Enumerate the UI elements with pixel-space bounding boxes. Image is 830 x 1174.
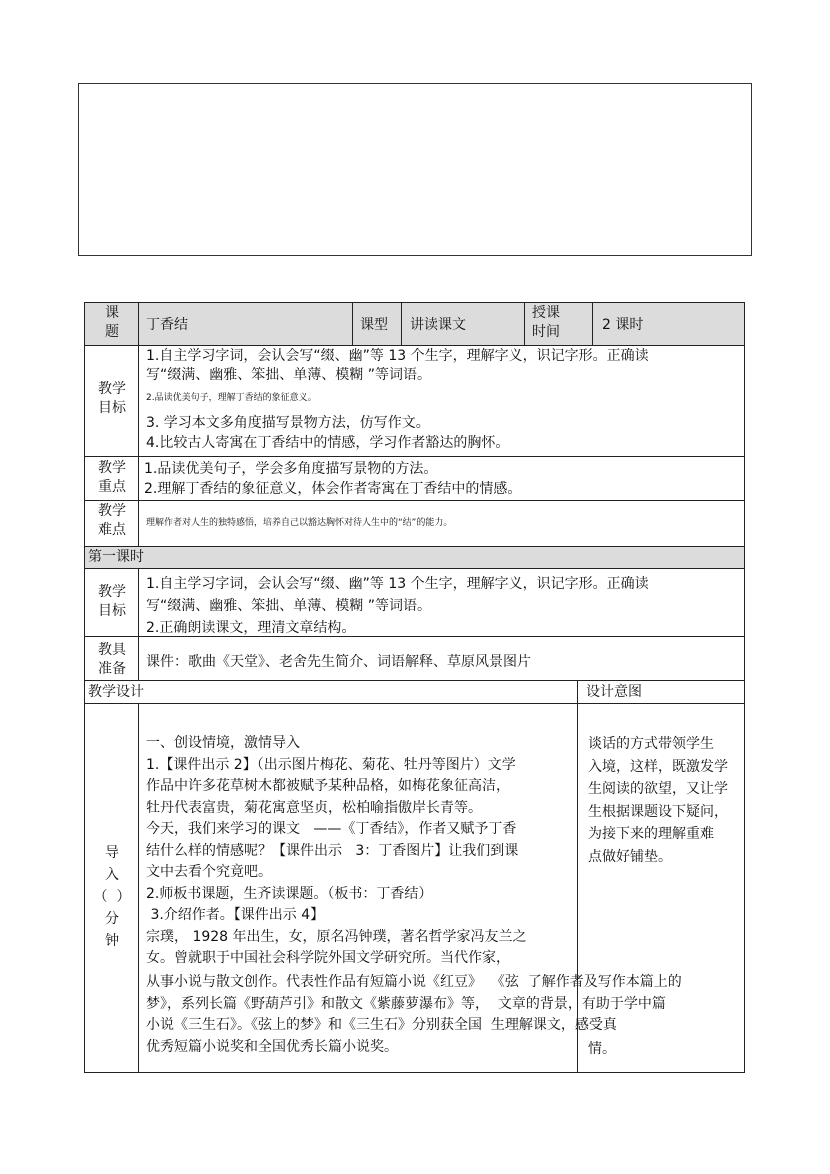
tools-text: 课件：歌曲《天堂》、老舍先生简介、词语解释、草原风景图片 bbox=[146, 654, 531, 670]
subject-value: 丁香结 bbox=[146, 317, 188, 333]
goals-line-5: 4.比较古人寄寓在丁香结中的情感，学习作者豁达的胸怀。 bbox=[146, 435, 510, 451]
design-header-right: 设计意图 bbox=[586, 684, 642, 700]
lesson1-title: 第一课时 bbox=[88, 549, 144, 565]
lesson1-goal-line-1: 1.自主学习字词，会认会写“缀、幽”等 13 个生字，理解字义，识记字形。正确读 bbox=[146, 576, 649, 592]
goals-line-2: 写“缀满、幽雅、笨拙、单薄、模糊 ”等词语。 bbox=[146, 367, 431, 383]
label-type: 课型 bbox=[360, 317, 388, 333]
difficulty-label: 教学 难点 bbox=[98, 503, 126, 538]
lesson1-goal-line-3: 2.正确朗读课文，理清文章结构。 bbox=[146, 620, 356, 636]
key-points-line-2: 2.理解丁香结的象征意义，体会作者寄寓在丁香结中的情感。 bbox=[144, 481, 522, 497]
design-header-left: 教学设计 bbox=[88, 684, 144, 700]
design-body: 一、创设情境，激情导入 1.【课件出示 2】（出示图片梅花、菊花、牡丹等图片）文学 作品中许多花草树木都被赋予某种品格，如梅花象征高洁， 牡丹代表富贵，菊花寓意坚贞，松柏喻指傲岸长青等。 今天，我们来学习的课文 ——《丁香结》，作者又赋予丁香 结什么样的情感呢？【课件出示 3：丁香图片】让我们到课 文中去看个究竟吧。 2.师板书课题，生齐读课题。（板书：丁香结） 3.介绍作者。【课件出示 4】 宗璞， 1928 年出生，女，原名冯钟璞，著名哲学家冯友兰之 女。曾就职于中国社会科学院外国文学研究所。当代作家， bbox=[146, 735, 527, 966]
key-points-line-1: 1.品读优美句子，学会多角度描写景物的方法。 bbox=[144, 461, 438, 477]
design-intent: 谈话的方式带领学生 入境，这样，既激发学 生阅读的欲望，又让学 生根据课题设下疑问， 为接下来的理解重难 点做好铺垫。 bbox=[588, 736, 728, 865]
goals-label: 教学 目标 bbox=[98, 381, 126, 416]
tools-label: 教具 准备 bbox=[98, 642, 126, 677]
design-body-continued: 从事小说与散文创作。代表性作品有短篇小说《红豆》 《弦 了解作者及写作本篇上的 梦》，系列长篇《野葫芦引》和散文《紫藤萝瀑布》等， 文章的背景，有助于学中篇 小说《三生石》。《弦上的梦》和《三生石》分别获全国 生理解课文，感受真 优秀短篇小说奖和全国优秀长篇小说奖。 bbox=[146, 974, 682, 1055]
label-subject: 课 题 bbox=[105, 305, 119, 340]
top-empty-box bbox=[78, 83, 752, 256]
difficulty-text: 理解作者对人生的独特感悟，培养自己以豁达胸怀对待人生中的“结”的能力。 bbox=[146, 518, 453, 528]
label-hours: 授课 时间 bbox=[532, 305, 560, 340]
key-points-label: 教学 重点 bbox=[98, 460, 126, 495]
design-side-label: 导 入 （ ） 分 钟 bbox=[93, 845, 131, 949]
goals-line-1: 1.自主学习字词，会认会写“缀、幽”等 13 个生字，理解字义，识记字形。正确读 bbox=[146, 348, 649, 364]
lesson1-goal-line-2: 写“缀满、幽雅、笨拙、单薄、模糊 ”等词语。 bbox=[146, 598, 431, 614]
goals-line-4: 3. 学习本文多角度描写景物方法，仿写作文。 bbox=[146, 415, 430, 431]
lesson1-goals-label: 教学 目标 bbox=[98, 584, 126, 619]
hours-value: 2 课时 bbox=[602, 317, 644, 333]
type-value: 讲读课文 bbox=[410, 317, 466, 333]
lesson1-title-bg bbox=[84, 546, 744, 568]
goals-line-3: 2.品读优美句子，理解丁香结的象征意义。 bbox=[146, 393, 317, 403]
design-intent-tail: 情。 bbox=[588, 1041, 616, 1057]
